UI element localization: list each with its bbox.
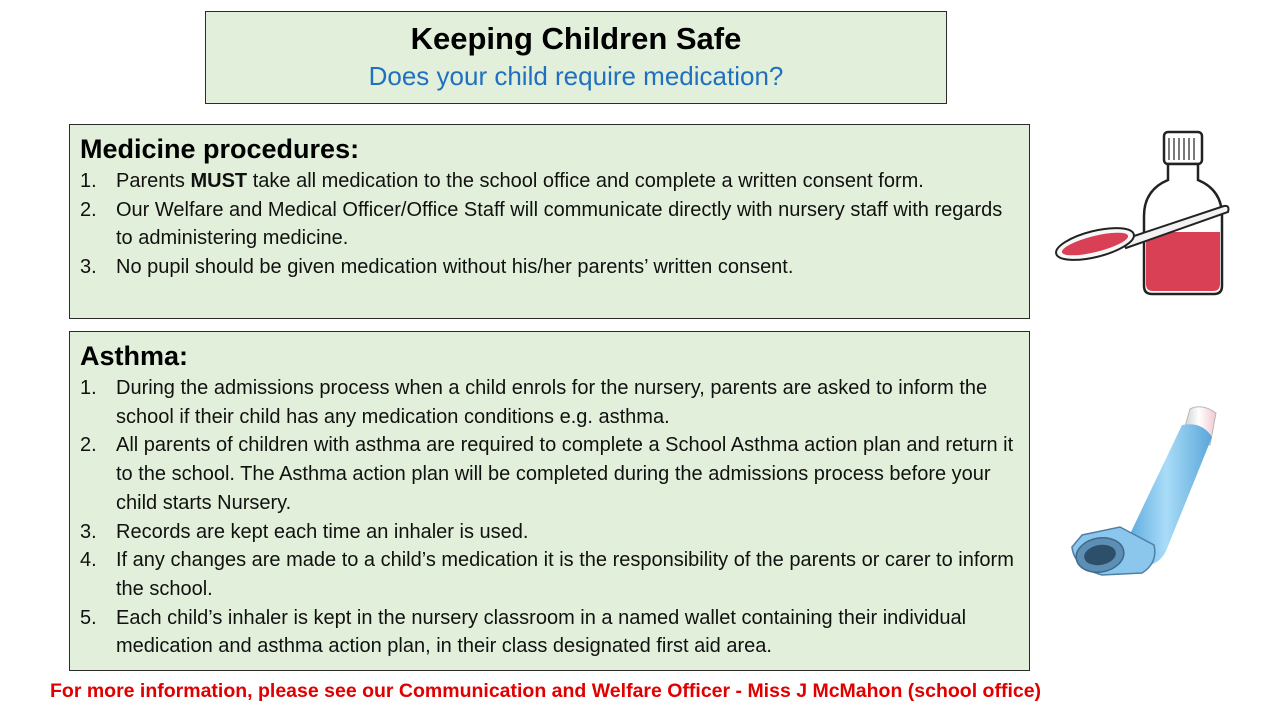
list-item-text: Our Welfare and Medical Officer/Office Staff will communicate directly with nursery staff with regards to administering medicine.: [116, 198, 1003, 250]
list-item-number: 1.: [80, 377, 97, 399]
list-item: [80, 253, 1019, 282]
medicine-procedures-heading: Medicine procedures:: [80, 134, 360, 164]
header-box: [205, 11, 947, 104]
list-item-number: 2.: [80, 198, 97, 221]
list-item-text: Each child’s inhaler is kept in the nursery classroom in a named wallet containing their individual medication and asthma action plan, in their class designated first aid area.: [116, 606, 967, 658]
list-item-number: 3.: [80, 520, 97, 543]
list-item: [80, 196, 1019, 253]
asthma-inhaler-icon: [1062, 395, 1227, 585]
emphasis-must: MUST: [190, 170, 248, 192]
list-item-number: 2.: [80, 434, 97, 457]
list-item-text-start: Parents: [116, 170, 191, 192]
list-item-number: 4.: [80, 549, 97, 572]
list-item-text: During the admissions process when a child enrols for the nursery, parents are asked to inform the school if their child has any medication conditions e.g. asthma.: [116, 377, 988, 428]
list-item: [80, 546, 1019, 603]
asthma-list: [80, 374, 1019, 661]
list-item: [80, 374, 1019, 431]
medicine-procedures-panel: [69, 124, 1030, 319]
list-item: [80, 167, 1019, 196]
list-item-number: 3.: [80, 256, 97, 279]
asthma-heading: Asthma:: [80, 341, 189, 371]
list-item-text: All parents of children with asthma are required to complete a School Asthma action plan and return it to the school. The Asthma action plan will be completed during the admissions process before your child starts Nursery.: [116, 434, 1014, 514]
page-title: Keeping Children Safe: [410, 21, 742, 56]
list-item-text: If any changes are made to a child’s medication it is the responsibility of the parents or carer to inform the school.: [116, 549, 1014, 600]
list-item-number: 5.: [80, 606, 97, 629]
list-item-text: No pupil should be given medication without his/her parents’ written consent.: [116, 256, 794, 279]
list-item-text: Records are kept each time an inhaler is used.: [116, 520, 529, 543]
footer-contact-note: For more information, please see our Communication and Welfare Officer - Miss J McMahon (school office): [50, 680, 1042, 702]
list-item: [80, 431, 1019, 517]
list-item-number: 1.: [80, 170, 97, 192]
medicine-bottle-spoon-icon: [1052, 128, 1232, 300]
page-subtitle: Does your child require medication?: [368, 61, 784, 91]
list-item-text: [116, 167, 1019, 196]
list-item: [80, 604, 1019, 661]
medicine-procedures-list: [80, 167, 1019, 282]
list-item: [80, 518, 1019, 547]
list-item-text-end: take all medication to the school office and complete a written consent form.: [247, 170, 924, 192]
asthma-panel: [69, 331, 1030, 671]
